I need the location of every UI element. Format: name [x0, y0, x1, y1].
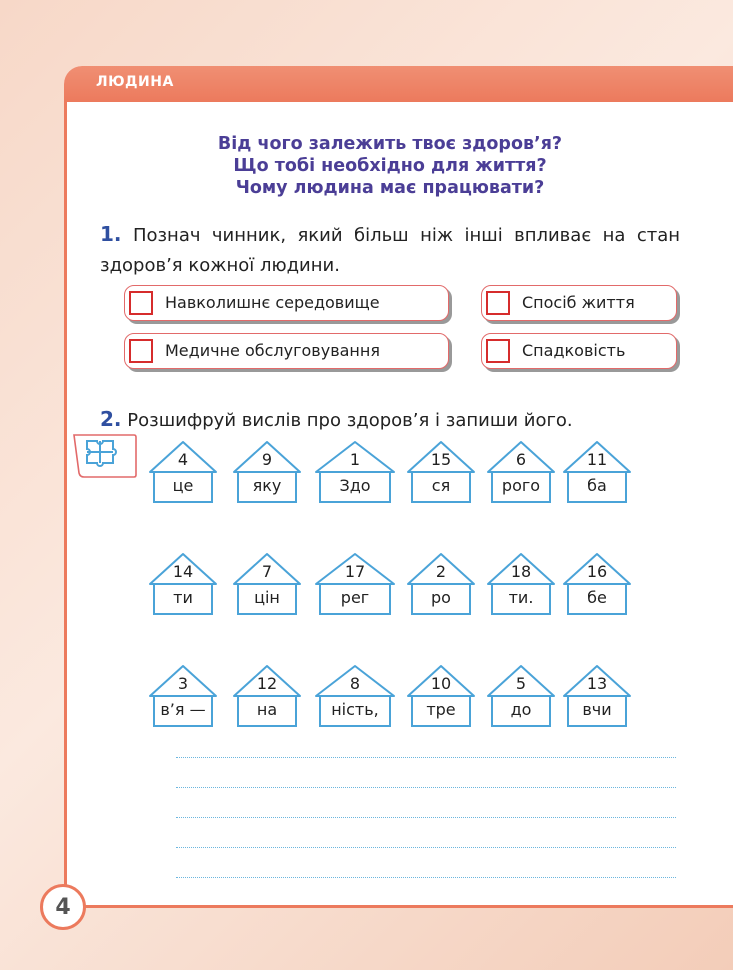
house-number: 5 — [515, 674, 527, 693]
house-syllable: в’я — — [160, 700, 206, 719]
puzzle-icon — [70, 432, 138, 480]
writing-line[interactable] — [176, 787, 676, 788]
house-syllable: яку — [252, 476, 282, 495]
house-card — [232, 552, 302, 616]
house-number: 7 — [261, 562, 273, 581]
option-label: Навколишнє середовище — [165, 293, 380, 312]
guiding-questions — [130, 133, 650, 199]
house-syllable: до — [510, 700, 532, 719]
house-card — [562, 440, 632, 504]
page-number: 4 — [40, 884, 86, 930]
page-left-border — [64, 100, 67, 910]
house-syllable: це — [172, 476, 194, 495]
house-card — [406, 552, 476, 616]
house-number: 12 — [256, 674, 278, 693]
house-card — [314, 440, 396, 504]
house-syllable: рег — [340, 588, 370, 607]
house-card — [148, 440, 218, 504]
option-checkbox[interactable] — [486, 291, 510, 315]
question-1: Від чого залежить твоє здоров’я? — [217, 134, 563, 154]
question-2: Що тобі необхідно для життя? — [233, 156, 547, 176]
option-label: Спадковість — [522, 341, 626, 360]
question-3: Чому людина має працювати? — [235, 178, 545, 198]
house-syllable: вчи — [582, 700, 612, 719]
house-number: 16 — [586, 562, 608, 581]
house-card — [562, 552, 632, 616]
house-syllable: ти. — [508, 588, 534, 607]
option-medical-care[interactable] — [124, 333, 449, 369]
house-card — [486, 440, 556, 504]
writing-line[interactable] — [176, 847, 676, 848]
house-card — [562, 664, 632, 728]
house-syllable: Здо — [339, 476, 371, 495]
task-text: Розшифруй вислів про здоров’я і запиши його. — [127, 410, 573, 431]
house-syllable: ся — [431, 476, 451, 495]
task-number: 1. — [100, 222, 122, 246]
house-syllable: ро — [431, 588, 451, 607]
task-1 — [100, 219, 680, 281]
house-number: 10 — [430, 674, 452, 693]
house-number: 8 — [349, 674, 361, 693]
house-number: 6 — [515, 450, 527, 469]
house-number: 18 — [510, 562, 532, 581]
option-label: Медичне обслуговування — [165, 341, 380, 360]
house-number: 17 — [344, 562, 366, 581]
writing-line[interactable] — [176, 757, 676, 758]
house-number: 15 — [430, 450, 452, 469]
option-checkbox[interactable] — [129, 291, 153, 315]
house-card — [314, 664, 396, 728]
house-card — [232, 440, 302, 504]
house-card — [486, 664, 556, 728]
house-number: 2 — [435, 562, 447, 581]
option-checkbox[interactable] — [129, 339, 153, 363]
writing-line[interactable] — [176, 877, 676, 878]
option-checkbox[interactable] — [486, 339, 510, 363]
house-syllable: ність, — [331, 700, 379, 719]
house-syllable: рого — [501, 476, 541, 495]
house-card — [406, 664, 476, 728]
house-number: 1 — [349, 450, 361, 469]
house-syllable: бе — [587, 588, 607, 607]
house-syllable: тре — [426, 700, 456, 719]
page-bottom-border — [64, 905, 733, 908]
task-number: 2. — [100, 407, 122, 431]
option-lifestyle[interactable] — [481, 285, 677, 321]
house-syllable: ти — [173, 588, 193, 607]
house-card — [406, 440, 476, 504]
task-2 — [100, 404, 690, 436]
house-number: 3 — [177, 674, 189, 693]
option-environment[interactable] — [124, 285, 449, 321]
house-card — [314, 552, 396, 616]
house-syllable: цін — [254, 588, 280, 607]
house-number: 11 — [586, 450, 608, 469]
house-syllable: на — [256, 700, 278, 719]
house-number: 9 — [261, 450, 273, 469]
house-card — [486, 552, 556, 616]
house-number: 4 — [177, 450, 189, 469]
option-heredity[interactable] — [481, 333, 677, 369]
house-card — [232, 664, 302, 728]
house-syllable: ба — [587, 476, 607, 495]
house-card — [148, 552, 218, 616]
writing-line[interactable] — [176, 817, 676, 818]
option-label: Спосіб життя — [522, 293, 635, 312]
house-card — [148, 664, 218, 728]
task-text: Познач чинник, який більш ніж інші впливає на стан здоров’я кожної людини. — [100, 225, 680, 276]
house-number: 13 — [586, 674, 608, 693]
section-title: ЛЮДИНА — [96, 74, 174, 90]
house-number: 14 — [172, 562, 194, 581]
